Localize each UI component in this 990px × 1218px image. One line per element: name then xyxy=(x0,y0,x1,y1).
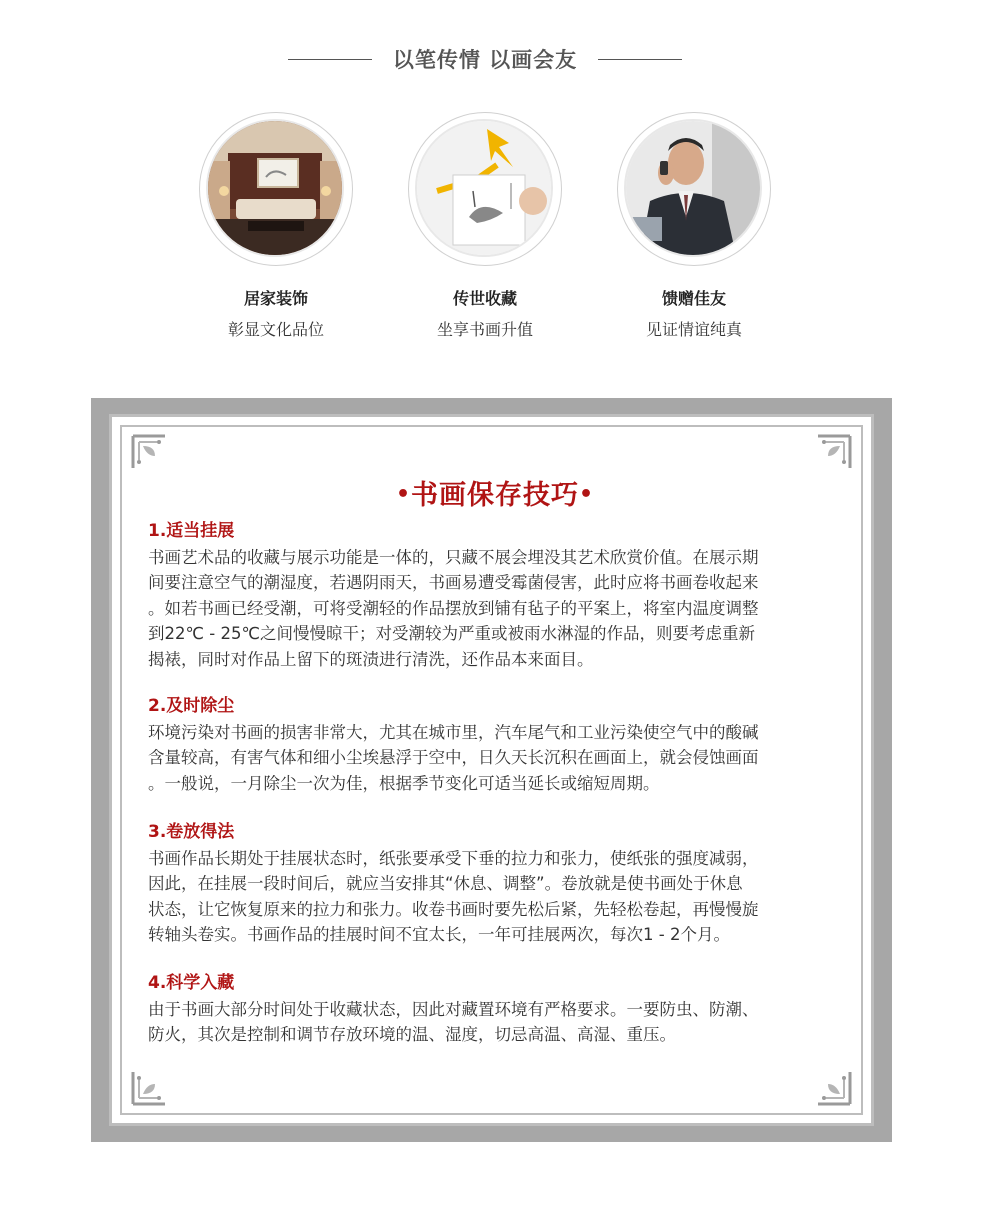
feature-home-decor xyxy=(196,112,356,340)
tip-heading: 3.卷放得法 xyxy=(148,822,235,842)
tip-heading: 2.及时除尘 xyxy=(148,696,235,716)
corner-ornament-icon xyxy=(816,434,852,470)
page-title: 以笔传情 以画会友 xyxy=(392,48,578,72)
corner-ornament-icon xyxy=(131,1070,167,1106)
tip-line: 含量较高，有害气体和细小尘埃悬浮于空中，日久天长沉积在画面上，就会侵蚀画面 xyxy=(148,748,759,768)
tip-line: 防火，其次是控制和调节存放环境的温、湿度，切忌高温、高湿、重压。 xyxy=(148,1025,676,1045)
feature-subtitle: 见证情谊纯真 xyxy=(645,320,742,339)
corner-ornament-icon xyxy=(131,434,167,470)
feature-collection xyxy=(405,112,565,340)
tip-line: 书画艺术品的收藏与展示功能是一体的，只藏不展会埋没其艺术欣赏价值。在展示期 xyxy=(148,548,759,567)
feature-image-frame xyxy=(617,112,771,266)
home-decor-photo xyxy=(206,119,344,257)
tip-heading: 1.适当挂展 xyxy=(148,521,235,541)
tip-line: 。一般说，一月除尘一次为佳，根据季节变化可适当延长或缩短周期。 xyxy=(148,773,660,793)
tip-line: 。如若书画已经受潮，可将受潮轻的作品摆放到铺有毡子的平案上，将室内温度调整 xyxy=(148,598,759,618)
tip-line: 环境污染对书画的损害非常大，尤其在城市里，汽车尾气和工业污染使空气中的酸碱 xyxy=(148,723,759,742)
section-header xyxy=(0,44,990,76)
tip-line: 到22℃ - 25℃之间慢慢晾干；对受潮较为严重或被雨水淋湿的作品，则要考虑重新 xyxy=(148,624,755,644)
feature-subtitle: 彰显文化品位 xyxy=(227,320,324,339)
feature-subtitle: 坐享书画升值 xyxy=(436,320,533,339)
header-divider-left xyxy=(288,59,372,60)
tip-line: 状态，让它恢复原来的拉力和张力。收卷书画时要先松后紧，先轻松卷起，再慢慢旋 xyxy=(148,899,759,919)
tip-line: 转轴头卷实。书画作品的挂展时间不宜太长，一年可挂展两次，每次1 - 2个月。 xyxy=(148,925,730,945)
header-divider-right xyxy=(598,59,682,60)
tip-section xyxy=(148,820,848,948)
tip-line: 由于书画大部分时间处于收藏状态，因此对藏置环境有严格要求。一要防虫、防潮、 xyxy=(148,1000,759,1019)
tip-section xyxy=(148,694,848,796)
tip-section xyxy=(148,971,848,1048)
tip-line: 揭裱，同时对作品上留下的斑渍进行清洗，还作品本来面目。 xyxy=(148,649,594,669)
feature-title: 居家装饰 xyxy=(243,289,308,308)
feature-image-frame xyxy=(199,112,353,266)
feature-image-frame xyxy=(408,112,562,266)
tip-line: 因此，在挂展一段时间后，就应当安排其“休息、调整”。卷放就是使书画处于休息 xyxy=(148,874,743,894)
tip-heading: 4.科学入藏 xyxy=(148,973,235,993)
corner-ornament-icon xyxy=(816,1070,852,1106)
feature-gift xyxy=(614,112,774,340)
panel-title: •书画保存技巧• xyxy=(395,480,595,511)
feature-title: 传世收藏 xyxy=(452,289,517,308)
feature-title: 馈赠佳友 xyxy=(661,289,726,308)
gift-friend-photo xyxy=(624,119,762,257)
tip-section xyxy=(148,519,848,672)
tip-line: 间要注意空气的潮湿度，若遇阴雨天，书画易遭受霉菌侵害，此时应将书画卷收起来 xyxy=(148,573,759,593)
tip-line: 书画作品长期处于挂展状态时，纸张要承受下垂的拉力和张力，使纸张的强度减弱， xyxy=(148,849,759,868)
collection-photo xyxy=(415,119,553,257)
